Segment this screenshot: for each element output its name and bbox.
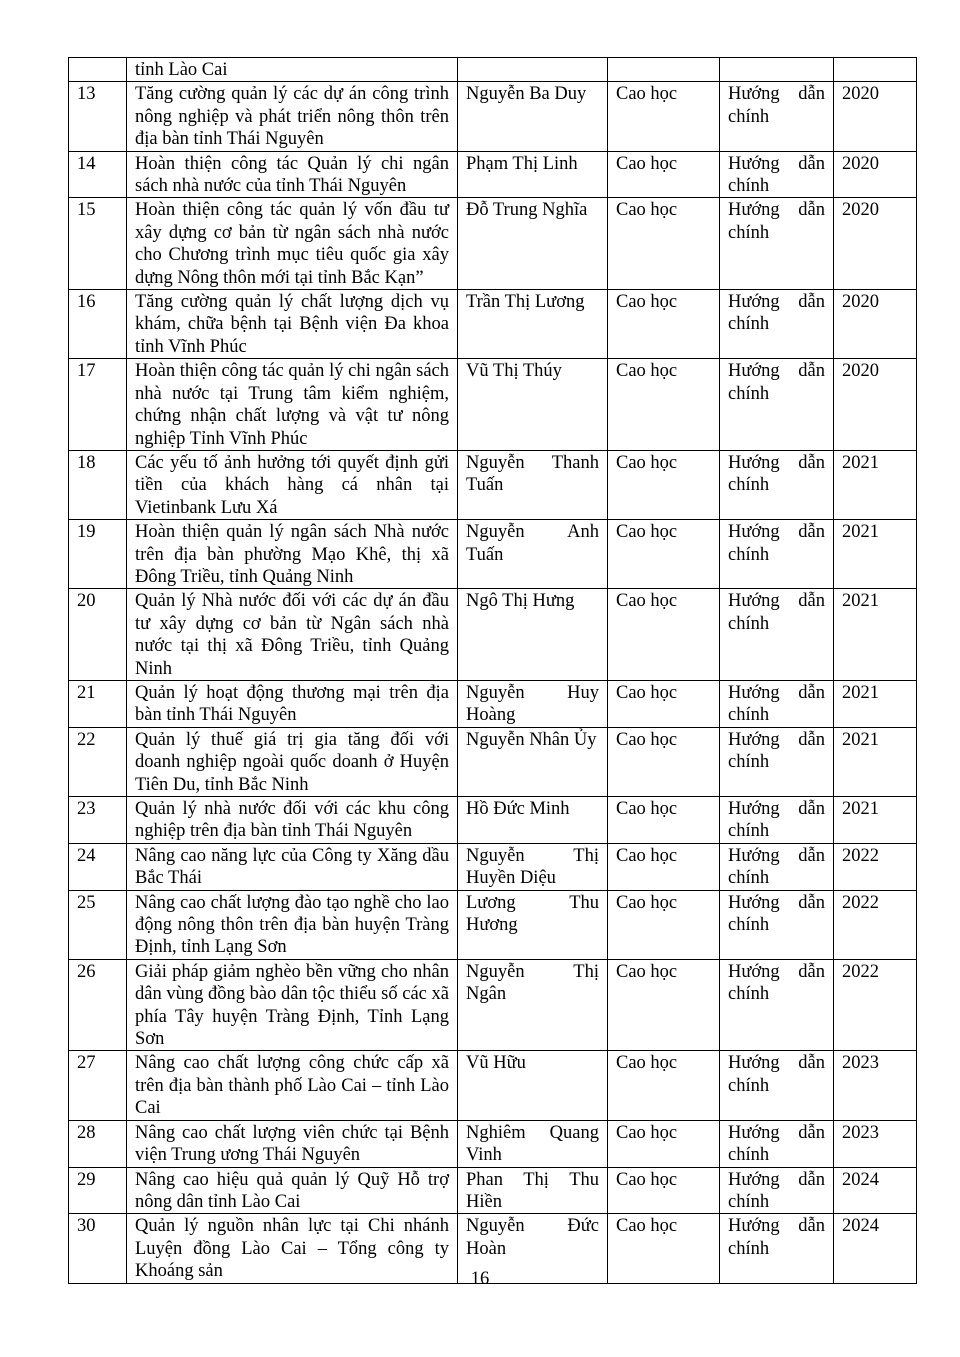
role-line-1 [728,892,825,914]
thesis-title: Quản lý Nhà nước đối với các dự án đầu tư xây dựng cơ bản từ Ngân sách nhà nước tại thị xã Đông Triều, tỉnh Quảng Ninh [127,589,458,681]
student-name: Nguyễn Anh Tuấn [458,520,608,589]
table-row [69,1120,917,1167]
student-name: Vũ Thị Thúy [458,359,608,451]
role-word-3: chính [728,1238,770,1259]
student-name [458,58,608,82]
supervision-role [720,82,834,151]
role-word-3: chính [728,1145,770,1166]
defense-year: 2020 [834,82,917,151]
role-word-2: dẫn [798,591,825,612]
degree-level: Cao học [608,1214,720,1283]
role-word-3: chính [728,752,770,773]
row-number: 20 [69,589,127,681]
role-word-2: dẫn [798,682,825,703]
supervision-role [720,680,834,727]
role-word-2: dẫn [798,845,825,866]
thesis-title: Nâng cao hiệu quả quản lý Quỹ Hỗ trợ nông dân tỉnh Lào Cai [127,1167,458,1214]
role-word-1: Hướng [728,361,780,382]
row-number: 22 [69,727,127,796]
role-line-1 [728,682,825,704]
student-name: Ngô Thị Hưng [458,589,608,681]
supervision-role [720,890,834,959]
role-line-1 [728,845,825,867]
degree-level: Cao học [608,450,720,519]
degree-level: Cao học [608,843,720,890]
table-row [69,290,917,359]
defense-year: 2020 [834,151,917,198]
row-number: 29 [69,1167,127,1214]
defense-year: 2020 [834,359,917,451]
table-row [69,890,917,959]
role-word-2: dẫn [798,729,825,750]
supervision-role [720,727,834,796]
role-word-1: Hướng [728,522,780,543]
supervision-role [720,959,834,1051]
defense-year: 2023 [834,1120,917,1167]
role-line-1 [728,729,825,751]
role-word-2: dẫn [798,522,825,543]
thesis-title: Giải pháp giảm nghèo bền vững cho nhân dân vùng đồng bào dân tộc thiểu số các xã phía Tây huyện Tràng Định, Tỉnh Lạng Sơn [127,959,458,1051]
row-number: 24 [69,843,127,890]
role-line-1 [728,1122,825,1144]
table-row [69,959,917,1051]
role-word-3: chính [728,613,770,634]
supervision-role [720,151,834,198]
row-number: 14 [69,151,127,198]
table-row [69,151,917,198]
student-name: Phạm Thị Linh [458,151,608,198]
table-row [69,797,917,844]
student-name: Nguyễn Thị Huyền Diệu [458,843,608,890]
defense-year: 2020 [834,198,917,290]
student-name: Nghiêm Quang Vinh [458,1120,608,1167]
defense-year: 2021 [834,727,917,796]
role-word-1: Hướng [728,292,780,313]
role-word-3: chính [728,106,770,127]
row-number: 19 [69,520,127,589]
student-name: Hồ Đức Minh [458,797,608,844]
role-line-1 [728,961,825,983]
role-line-1 [728,153,825,175]
role-word-2: dẫn [798,799,825,819]
role-word-3: chính [728,544,770,565]
row-number: 15 [69,198,127,290]
table-row [69,1051,917,1120]
supervision-role [720,58,834,82]
defense-year [834,58,917,82]
thesis-title: Hoàn thiện quản lý ngân sách Nhà nước trên địa bàn phường Mạo Khê, thị xã Đông Triều, tỉnh Quảng Ninh [127,520,458,589]
role-line-1 [728,1052,825,1074]
defense-year: 2024 [834,1214,917,1283]
thesis-title: Hoàn thiện công tác quản lý chi ngân sách nhà nước tại Trung tâm kiểm nghiệm, chứng nhận chất lượng và vật tư nông nghiệp Tỉnh Vĩnh Phúc [127,359,458,451]
table-row [69,843,917,890]
table-row [69,58,917,82]
role-word-3: chính [728,176,770,197]
role-word-2: dẫn [798,1053,825,1074]
degree-level: Cao học [608,890,720,959]
student-name: Lương Thu Hương [458,890,608,959]
role-word-2: dẫn [798,361,825,382]
role-word-3: chính [728,1191,770,1212]
role-word-3: chính [728,314,770,335]
student-name: Vũ Hữu [458,1051,608,1120]
role-word-3: chính [728,868,770,889]
degree-level: Cao học [608,198,720,290]
defense-year: 2024 [834,1167,917,1214]
degree-level: Cao học [608,589,720,681]
thesis-title: Hoàn thiện công tác Quản lý chi ngân sách nhà nước của tỉnh Thái Nguyên [127,151,458,198]
thesis-title: Hoàn thiện công tác quản lý vốn đầu tư xây dựng cơ bản từ ngân sách nhà nước cho Chương trình mục tiêu quốc gia xây dựng Nông thôn mới tại tỉnh Bắc Kạn” [127,198,458,290]
student-name: Trần Thị Lương [458,290,608,359]
table-row [69,727,917,796]
role-word-2: dẫn [798,961,825,982]
degree-level: Cao học [608,520,720,589]
role-word-1: Hướng [728,1216,780,1237]
thesis-title: Tăng cường quản lý chất lượng dịch vụ khám, chữa bệnh tại Bệnh viện Đa khoa tỉnh Vĩnh Phúc [127,290,458,359]
role-line-1 [728,521,825,543]
defense-year: 2021 [834,450,917,519]
defense-year: 2023 [834,1051,917,1120]
role-word-1: Hướng [728,84,780,105]
student-name: Nguyễn Ba Duy [458,82,608,151]
thesis-title: Quản lý thuế giá trị gia tăng đối với doanh nghiệp ngoài quốc doanh ở Huyện Tiên Du, tỉnh Bắc Ninh [127,727,458,796]
thesis-title: Các yếu tố ảnh hưởng tới quyết định gửi tiền của khách hàng cá nhân tại Vietinbank Lưu Xá [127,450,458,519]
table-row [69,198,917,290]
supervision-role [720,1120,834,1167]
row-number: 26 [69,959,127,1051]
row-number: 28 [69,1120,127,1167]
role-word-2: dẫn [798,153,825,174]
role-word-1: Hướng [728,892,780,913]
role-word-2: dẫn [798,292,825,313]
supervision-role [720,198,834,290]
role-word-1: Hướng [728,799,780,819]
role-line-1 [728,798,825,820]
degree-level: Cao học [608,797,720,844]
supervision-role [720,450,834,519]
row-number: 21 [69,680,127,727]
role-word-1: Hướng [728,682,780,703]
row-number: 18 [69,450,127,519]
thesis-title: Tăng cường quản lý các dự án công trình nông nghiệp và phát triển nông thôn trên địa bàn tỉnh Thái Nguyên [127,82,458,151]
supervision-role [720,1051,834,1120]
thesis-title: Nâng cao năng lực của Công ty Xăng dầu Bắc Thái [127,843,458,890]
degree-level: Cao học [608,1167,720,1214]
role-word-3: chính [728,1075,770,1096]
thesis-title: Nâng cao chất lượng đào tạo nghề cho lao động nông thôn trên địa bàn huyện Tràng Định, tỉnh Lạng Sơn [127,890,458,959]
degree-level: Cao học [608,1120,720,1167]
supervision-role [720,1167,834,1214]
role-word-2: dẫn [798,452,825,473]
role-word-3: chính [728,383,770,404]
supervision-role [720,843,834,890]
role-word-1: Hướng [728,961,780,982]
role-word-3: chính [728,222,770,243]
thesis-title: Nâng cao chất lượng viên chức tại Bệnh viện Trung ương Thái Nguyên [127,1120,458,1167]
table-row [69,82,917,151]
role-word-2: dẫn [798,200,825,221]
role-line-1 [728,1215,825,1237]
student-name: Nguyễn Đức Hoàn [458,1214,608,1283]
table-row [69,450,917,519]
defense-year: 2021 [834,680,917,727]
thesis-title: Quản lý hoạt động thương mại trên địa bàn tỉnh Thái Nguyên [127,680,458,727]
thesis-title: Nâng cao chất lượng công chức cấp xã trên địa bàn thành phố Lào Cai – tỉnh Lào Cai [127,1051,458,1120]
supervision-role [720,290,834,359]
role-word-3: chính [728,984,770,1005]
supervision-role [720,797,834,844]
defense-year: 2021 [834,589,917,681]
role-word-1: Hướng [728,729,780,750]
role-word-3: chính [728,705,770,726]
role-word-1: Hướng [728,845,780,866]
student-name: Đỗ Trung Nghĩa [458,198,608,290]
role-word-2: dẫn [798,84,825,105]
student-name: Phan Thị Thu Hiền [458,1167,608,1214]
role-line-1 [728,1169,825,1191]
thesis-supervision-table [68,57,917,1284]
page-number: 16 [470,1269,490,1289]
role-word-1: Hướng [728,153,780,174]
thesis-title: tỉnh Lào Cai [127,58,458,82]
table-row [69,1167,917,1214]
role-word-1: Hướng [728,591,780,612]
table-row [69,359,917,451]
row-number: 25 [69,890,127,959]
table-row [69,520,917,589]
role-line-1 [728,199,825,221]
student-name: Nguyễn Thanh Tuấn [458,450,608,519]
degree-level: Cao học [608,151,720,198]
role-word-2: dẫn [798,1216,825,1237]
role-word-3: chính [728,475,770,496]
degree-level [608,58,720,82]
table-row [69,680,917,727]
role-word-1: Hướng [728,1053,780,1074]
row-number: 30 [69,1214,127,1283]
student-name: Nguyễn Huy Hoàng [458,680,608,727]
role-word-3: chính [728,821,770,842]
degree-level: Cao học [608,1051,720,1120]
supervision-role [720,520,834,589]
row-number: 16 [69,290,127,359]
degree-level: Cao học [608,82,720,151]
role-line-1 [728,452,825,474]
role-word-2: dẫn [798,892,825,913]
defense-year: 2022 [834,890,917,959]
defense-year: 2021 [834,520,917,589]
degree-level: Cao học [608,727,720,796]
degree-level: Cao học [608,290,720,359]
thesis-title: Quản lý nguồn nhân lực tại Chi nhánh Luyện đồng Lào Cai – Tổng công ty Khoáng sản [127,1214,458,1283]
role-line-1 [728,590,825,612]
role-word-2: dẫn [798,1169,825,1190]
degree-level: Cao học [608,680,720,727]
role-word-1: Hướng [728,452,780,473]
degree-level: Cao học [608,959,720,1051]
row-number [69,58,127,82]
thesis-title: Quản lý nhà nước đối với các khu công nghiệp trên địa bàn tỉnh Thái Nguyên [127,797,458,844]
table-body [69,58,917,1284]
degree-level: Cao học [608,359,720,451]
role-word-1: Hướng [728,1169,780,1190]
role-word-3: chính [728,915,770,936]
role-word-1: Hướng [728,1122,780,1143]
defense-year: 2022 [834,843,917,890]
defense-year: 2021 [834,797,917,844]
row-number: 13 [69,82,127,151]
row-number: 27 [69,1051,127,1120]
supervision-role [720,589,834,681]
row-number: 17 [69,359,127,451]
table-row [69,589,917,681]
defense-year: 2022 [834,959,917,1051]
role-word-1: Hướng [728,200,780,221]
role-line-1 [728,83,825,105]
role-line-1 [728,291,825,313]
supervision-role [720,359,834,451]
student-name: Nguyễn Nhân Ủy [458,727,608,796]
row-number: 23 [69,797,127,844]
role-line-1 [728,360,825,382]
role-word-2: dẫn [798,1122,825,1143]
defense-year: 2020 [834,290,917,359]
student-name: Nguyễn Thị Ngân [458,959,608,1051]
